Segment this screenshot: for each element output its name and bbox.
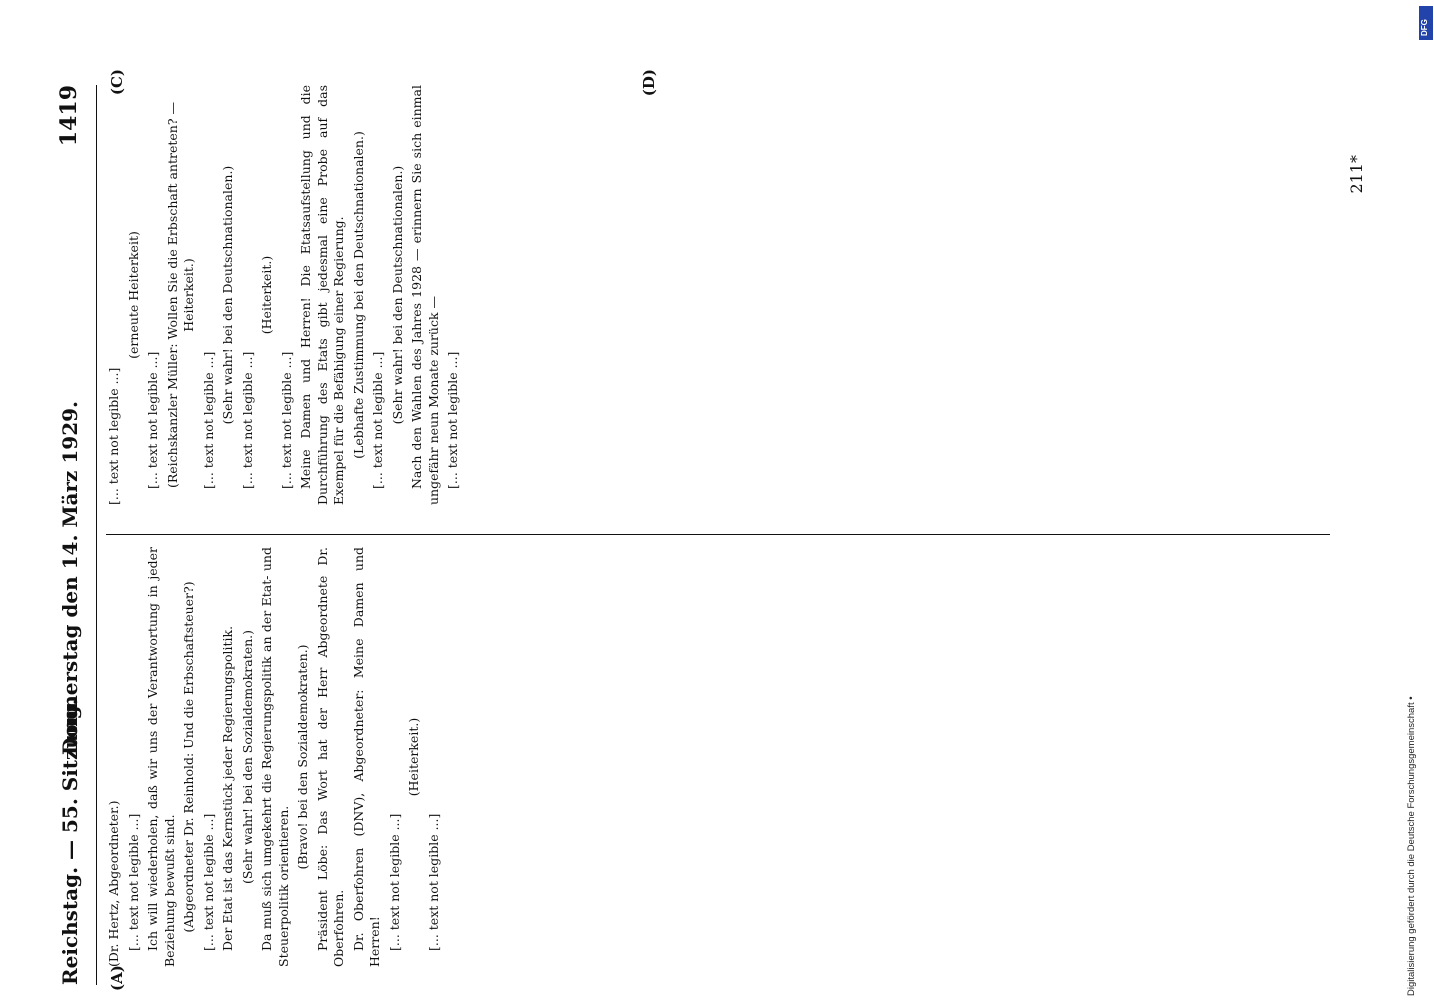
- paragraph: [... text not legible ...]: [200, 351, 216, 489]
- paragraph: [... text not legible ...]: [370, 351, 385, 489]
- paragraph: Ich will wiederholen, daß wir uns der Verantwortung in jeder Beziehung bewußt sind.: [145, 547, 177, 967]
- interjection: (Lebhafte Zustimmung bei den Deutschnationalen.): [350, 131, 366, 459]
- document-page: [50, 69, 1390, 991]
- interjection: (Heiterkeit.): [406, 717, 421, 797]
- interjection: (erneute Heiterkeit): [125, 231, 141, 359]
- margin-marker-c: (C): [108, 69, 126, 96]
- paragraph: [... text not legible ...]: [445, 351, 460, 489]
- left-column: [106, 547, 1330, 967]
- paragraph: (Dr. Hertz, Abgeordneter.): [106, 800, 121, 967]
- page-number: 1419: [56, 85, 82, 147]
- digitization-note-text: Digitalisierung gefördert durch die Deutsche Forschungsgemeinschaft •: [1406, 696, 1417, 996]
- paragraph: [... text not legible ...]: [145, 351, 160, 489]
- sheet-number: 211*: [1347, 155, 1366, 194]
- column-divider: [106, 534, 1330, 535]
- dfg-logo: [1419, 6, 1433, 40]
- speaker-paragraph: Dr. Oberfohren (DNV), Abgeordneter: Meine Damen und Herren!: [350, 547, 382, 967]
- page-header: [50, 85, 97, 985]
- paragraph: Nach den Wahlen des Jahres 1928 — erinnern Sie sich einmal ungefähr neun Monate zurück —: [409, 85, 441, 505]
- paragraph: Der Etat ist das Kernstück jeder Regierungspolitik.: [220, 625, 235, 951]
- interjection: (Sehr wahr! bei den Sozialdemokraten.): [239, 629, 255, 885]
- interjection: (Reichskanzler Müller: Wollen Sie die Erbschaft antreten? — Heiterkeit.): [164, 102, 196, 488]
- paragraph: [... text not legible ...]: [106, 367, 121, 505]
- interjection: (Sehr wahr! bei den Deutschnationalen.): [389, 165, 405, 425]
- margin-marker-d: (D): [640, 69, 658, 97]
- paragraph: [... text not legible ...]: [386, 813, 402, 951]
- paragraph: [... text not legible ...]: [278, 351, 294, 489]
- interjection: (Bravo! bei den Sozialdemokraten.): [295, 644, 310, 870]
- digitization-note: [1406, 6, 1434, 996]
- margin-marker-a: (A): [108, 965, 126, 991]
- header-session: Reichstag. — 55. Sitzung.: [58, 698, 82, 985]
- speaker-paragraph: Präsident Löbe: Das Wort hat der Herr Abgeordnete Dr. Oberfohren.: [314, 547, 346, 967]
- header-date: Donnerstag den 14. März 1929.: [58, 401, 82, 755]
- paragraph: Da muß sich umgekehrt die Regierungspolitik an der Etat- und Steuerpolitik orientieren.: [259, 547, 291, 967]
- dfg-logo-text: DFG: [1420, 19, 1429, 36]
- right-column: [106, 85, 1330, 505]
- interjection: (Abgeordneter Dr. Reinhold: Und die Erbschaftsteuer?): [181, 581, 196, 933]
- paragraph: Meine Damen und Herren! Die Etatsaufstellung und die Durchführung des Etats gibt jedesmal eine Probe auf das Exempel für die Befähigung einer Regierung.: [298, 85, 346, 505]
- paragraph: [... text not legible ...]: [425, 813, 441, 951]
- paragraph: [... text not legible ...]: [239, 351, 255, 489]
- interjection: (Heiterkeit.): [259, 255, 274, 335]
- interjection: (Sehr wahr! bei den Deutschnationalen.): [220, 165, 235, 425]
- paragraph: [... text not legible ...]: [200, 813, 216, 951]
- paragraph: [... text not legible ...]: [125, 813, 141, 951]
